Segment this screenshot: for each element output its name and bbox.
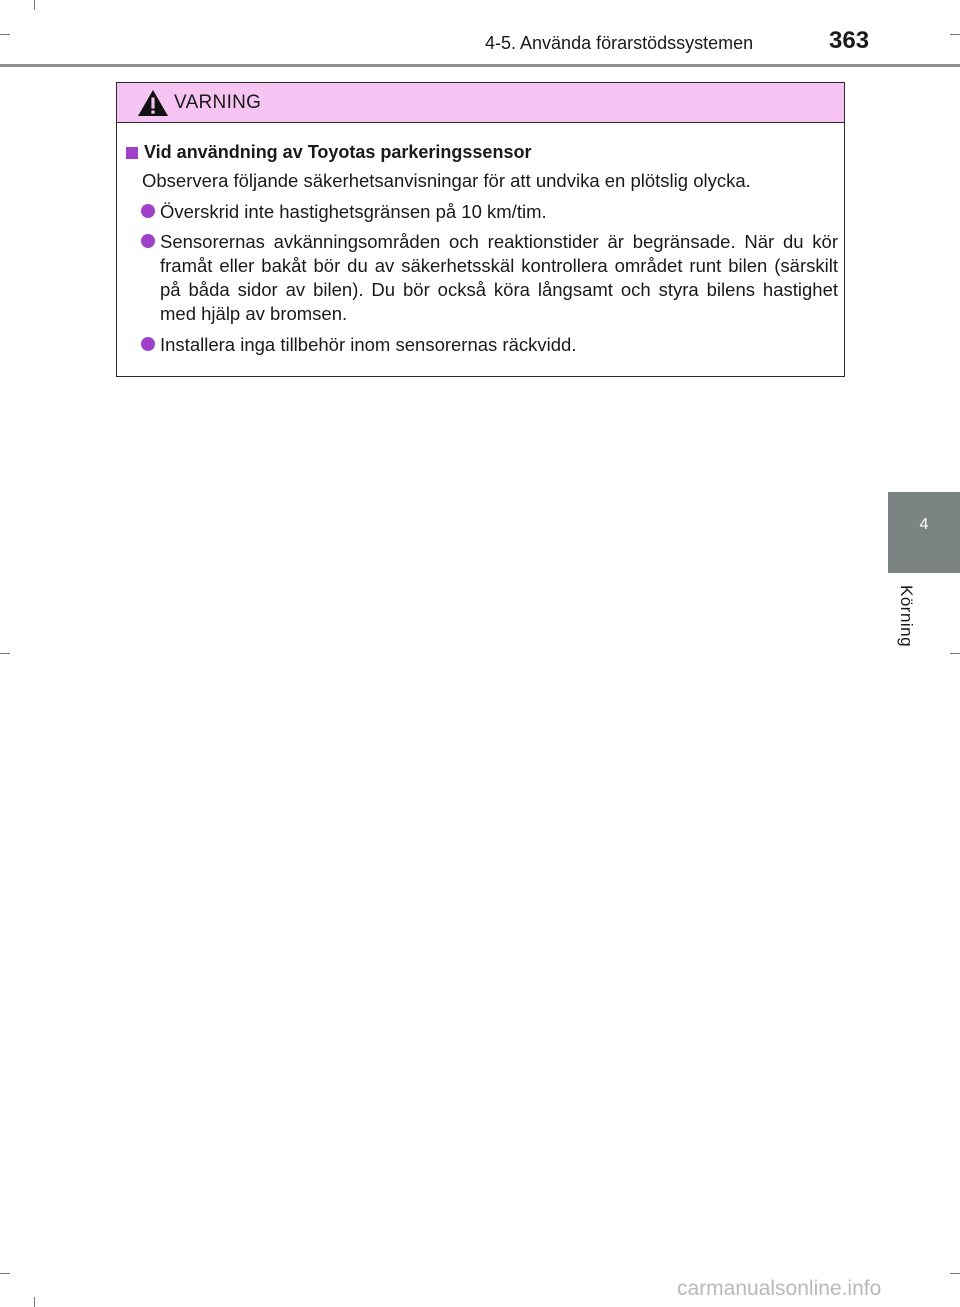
list-item [141, 230, 838, 326]
crop-mark [34, 0, 35, 10]
crop-mark [950, 34, 960, 35]
page-number: 363 [829, 27, 870, 54]
warning-header [117, 83, 844, 123]
crop-mark [950, 1273, 960, 1274]
warning-box [116, 82, 845, 377]
warning-heading-text: Vid användning av Toyotas parkeringssensor [144, 142, 532, 162]
list-item-text: Sensorernas avkänningsområden och reaktionstider är begränsade. När du kör framåt eller bakåt bör du av säkerhetsskäl kontrollera området runt bilen (särskilt på båda sidor av bilen). Du bör också köra långsamt och styra bilens hastighet med hjälp av bromsen. [160, 231, 838, 324]
round-bullet-icon [141, 204, 155, 218]
warning-title: VARNING [174, 92, 262, 113]
round-bullet-icon [141, 337, 155, 351]
round-bullet-icon [141, 234, 155, 248]
list-item-text: Överskrid inte hastighetsgränsen på 10 km/tim. [160, 201, 547, 222]
chapter-label: Körning [897, 585, 916, 648]
list-item [141, 200, 838, 224]
list-item [141, 333, 838, 357]
crop-mark [0, 653, 10, 654]
chapter-tab [888, 492, 960, 573]
chapter-number: 4 [919, 516, 929, 533]
crop-mark [950, 653, 960, 654]
crop-mark [0, 34, 10, 35]
watermark: carmanualsonline.info [677, 1277, 882, 1300]
warning-heading [126, 142, 531, 163]
header-divider [0, 64, 960, 67]
crop-mark [0, 1273, 10, 1274]
crop-mark [34, 1297, 35, 1307]
list-item-text: Installera inga tillbehör inom sensorernas räckvidd. [160, 334, 577, 355]
section-title: 4-5. Använda förarstödssystemen [485, 33, 754, 53]
warning-intro: Observera följande säkerhetsanvisningar för att undvika en plötslig olycka. [142, 170, 751, 191]
square-bullet-icon [126, 147, 138, 159]
warning-triangle-icon [137, 89, 169, 117]
